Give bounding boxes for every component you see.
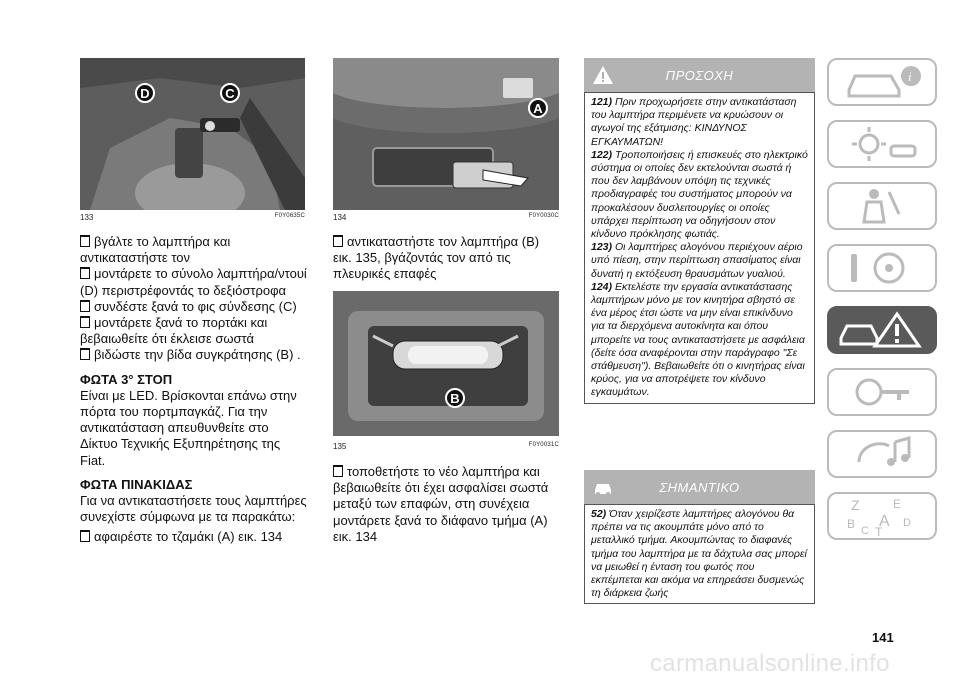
- bulb-removal-illustration: [333, 291, 559, 436]
- figure-code: F0Y0030C: [528, 213, 559, 219]
- step-bullet-icon: [80, 350, 90, 360]
- maintenance-icon: [829, 370, 934, 414]
- warning-item: 121) Πριν προχωρήσετε στην αντικατάσταση του λαμπτήρα περιμένετε να κρυώσουν οι αγωγοί της εξάτμισης: ΚΙΝΔΥΝΟΣ ΕΓΚΑΥΜΑΤΩΝ!: [591, 96, 797, 148]
- index-letter: C: [861, 525, 869, 537]
- index-letter: B: [847, 517, 856, 531]
- step-item: αντικαταστήστε τον λαμπτήρα (B) εικ. 135, βγάζοντάς τον από τις πλευρικές επαφές: [333, 234, 540, 282]
- column2-text-a: [333, 234, 561, 283]
- starting-driving-icon: [829, 246, 934, 290]
- note-title: ΣΗΜΑΝΤΙΚΟ: [659, 479, 740, 495]
- note-header: [584, 470, 815, 504]
- tab-safety[interactable]: [827, 182, 937, 230]
- column2-text-b: [333, 464, 561, 545]
- figure-135-caption: [333, 442, 559, 451]
- car-info-icon: [829, 60, 934, 104]
- svg-text:i: i: [908, 69, 912, 84]
- plate-light-illustration: [333, 58, 559, 210]
- warning-box: [584, 58, 815, 404]
- index-letter: E: [893, 497, 902, 511]
- figure-number: 133: [80, 213, 94, 222]
- note-item: 52) Όταν χειρίζεστε λαμπτήρες αλογόνου θα πρέπει να τις ακουμπάτε μόνο από το μεταλλικό τμήμα. Ακουμπώντας το διαφανές τμήμα του λαμπτήρα με τα δάχτυλα σας μπορεί να μειωθεί η ένταση του φωτός που εκπέμπεται και ακόμα να επηρεάσει δυσμενώς τη διάρκεια ζωής: [591, 508, 807, 600]
- step-item: μοντάρετε ξανά το πορτάκι και βεβαιωθείτε ότι έκλεισε σωστά: [80, 315, 268, 347]
- tab-multimedia[interactable]: [827, 430, 937, 478]
- figure-135-image: [333, 291, 559, 436]
- warning-item: 123) Οι λαμπτήρες αλογόνου περιέχουν αέριο υπό πίεση, στην περίπτωση σπασίματος είναι δυνατή η εκτόξευση θραυσμάτων γυαλιού.: [591, 241, 803, 280]
- step-item: βιδώστε την βίδα συγκράτησης (B) .: [80, 347, 308, 363]
- callout-D: D: [135, 83, 155, 103]
- note-body: [584, 504, 815, 604]
- callout-B: B: [445, 388, 465, 408]
- step-item: τοποθετήστε το νέο λαμπτήρα και βεβαιωθείτε ότι έχει ασφαλίσει σωστά μεταξύ των επαφών, στη συνέχεια μοντάρετε ξανά το διάφανο τμήμα (A) εικ. 134: [333, 464, 549, 544]
- index-letter: Z: [851, 497, 860, 513]
- tab-emergency[interactable]: [827, 306, 937, 354]
- step-item: συνδέστε ξανά το φις σύνδεσης (C): [80, 299, 308, 315]
- index-letter: D: [903, 517, 911, 529]
- step-bullet-icon: [80, 269, 90, 279]
- tab-car-info[interactable]: [827, 58, 937, 106]
- column1-text: [80, 234, 308, 546]
- step-bullet-icon: [333, 467, 343, 477]
- step-item: βγάλτε το λαμπτήρα και αντικαταστήστε τον: [80, 234, 231, 266]
- page-number: 141: [872, 630, 894, 645]
- step-bullet-icon: [80, 302, 90, 312]
- warning-title: ΠΡΟΣΟΧΗ: [665, 67, 734, 83]
- callout-A: A: [528, 98, 548, 118]
- index-letter: T: [875, 525, 883, 538]
- warning-body: [584, 92, 815, 404]
- section-text: Είναι με LED. Βρίσκονται επάνω στην πόρτα του πορτμπαγκάζ. Για την αντικατάσταση απευθυνθείτε στο Δίκτυο Τεχνικής Εξυπηρέτησης της Fiat.: [80, 387, 297, 468]
- figure-134-caption: [333, 213, 559, 222]
- step-item: μοντάρετε το σύνολο λαμπτήρα/ντουί (D) περιστρέφοντάς το δεξιόστροφα: [80, 266, 307, 298]
- figure-number: 135: [333, 442, 347, 451]
- callout-C: C: [220, 83, 240, 103]
- section-heading: ΦΩΤΑ 3° ΣΤΟΠ: [80, 371, 173, 387]
- step-bullet-icon: [333, 237, 343, 247]
- warning-item: 122) Τροποποιήσεις ή επισκευές στο ηλεκτρικό σύστημα οι οποίες δεν εκτελούνται σωστά ή που δεν λαμβάνουν υπόψη τις τεχνικές προδιαγραφές του συστήματος μπορούν να προκαλέσουν δυσλειτουργίες οι οποίες υπάρχει περίπτωση να οδηγήσουν στον κίνδυνο πρόκλησης φωτιάς.: [591, 148, 808, 241]
- car-note-icon: [592, 477, 614, 500]
- index-icon: [829, 494, 934, 538]
- lamp-housing-illustration: [80, 58, 305, 210]
- tab-maintenance[interactable]: [827, 368, 937, 416]
- index-letter: A: [879, 513, 890, 530]
- warning-header: [584, 58, 815, 92]
- figure-133-caption: [80, 213, 305, 222]
- section-heading: ΦΩΤΑ ΠΙΝΑΚΙΔΑΣ: [80, 476, 193, 492]
- figure-number: 134: [333, 213, 347, 222]
- tab-starting-driving[interactable]: [827, 244, 937, 292]
- tab-index[interactable]: [827, 492, 937, 540]
- warning-lights-icon: [829, 122, 934, 166]
- figure-code: F0Y0635C: [274, 213, 305, 219]
- safety-airbag-icon: [829, 184, 934, 228]
- figure-134-image: [333, 58, 559, 210]
- step-bullet-icon: [80, 318, 90, 328]
- section-text: Για να αντικαταστήσετε τους λαμπτήρες συνεχίστε σύμφωνα με τα παρακάτω:: [80, 493, 307, 525]
- warning-item: 124) Εκτελέστε την εργασία αντικατάστασης λαμπτήρων μόνο με τον κινητήρα σβηστό σε ένα μέρος έτσι ώστε να μην είναι επικίνδυνο για τα διερχόμενα αυτοκίνητα και όπου μπορείτε να τους αντικαταστήσετε με ασφάλεια (δείτε όσα αναφέρονται στην παράγραφο "Σε στάθμευση"). Βεβαιωθείτε ότι ο κινητήρας είναι κρύος, για να αποτρέψετε τον κίνδυνο εγκαυμάτων.: [591, 280, 805, 399]
- note-box: [584, 470, 815, 604]
- figure-133-image: [80, 58, 305, 210]
- emergency-icon: [829, 308, 934, 352]
- step-bullet-icon: [80, 237, 90, 247]
- figure-code: F0Y0031C: [528, 442, 559, 448]
- step-bullet-icon: [80, 532, 90, 542]
- tab-warning-lights[interactable]: [827, 120, 937, 168]
- step-item: αφαιρέστε το τζαμάκι (A) εικ. 134: [80, 529, 308, 545]
- watermark: carmanualsonline.info: [650, 650, 890, 677]
- warning-triangle-icon: [592, 65, 614, 88]
- multimedia-icon: [829, 432, 934, 476]
